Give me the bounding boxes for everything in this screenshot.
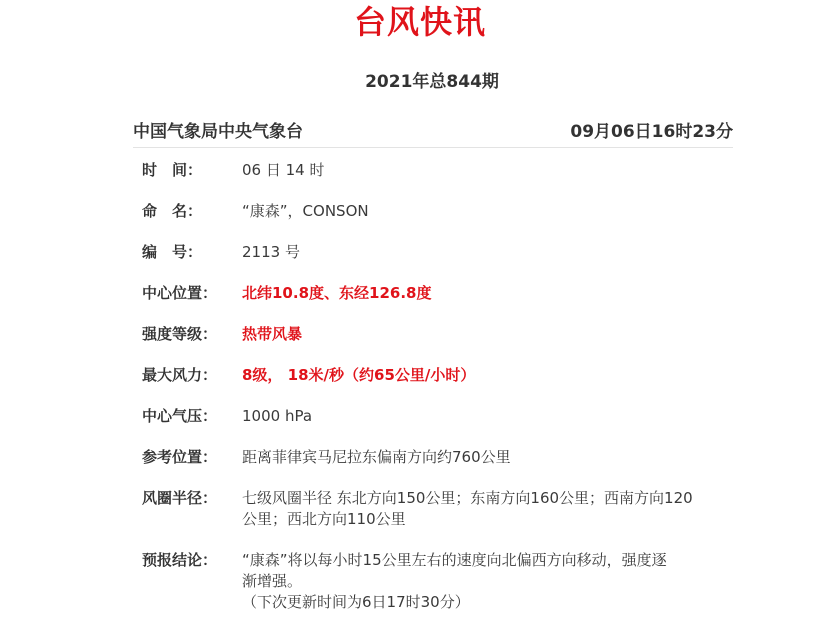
forecast-value	[242, 550, 722, 613]
forecast-value-line3: （下次更新时间为6日17时30分）	[242, 593, 470, 611]
info-row-forecast	[142, 550, 742, 613]
wind-label: 最大风力：	[142, 366, 218, 384]
radius-value-line2: 公里；西北方向110公里	[242, 510, 406, 528]
radius-value-line1: 七级风圈半径 东北方向150公里；东南方向160公里；西南方向120	[242, 489, 693, 507]
intensity-label: 强度等级：	[142, 325, 218, 343]
info-row-wind	[142, 365, 742, 386]
radius-label: 风圈半径：	[142, 489, 218, 507]
wind-value: 8级， 18米/秒（约65公里/小时）	[242, 366, 476, 384]
name-label: 命 名：	[142, 202, 203, 220]
info-row-center	[142, 283, 742, 304]
pressure-label: 中心气压：	[142, 407, 218, 425]
page-title: 台风快讯	[353, 3, 486, 41]
header-row	[133, 115, 733, 148]
info-row-radius	[142, 488, 742, 530]
issue-datetime: 09月06日16时23分	[570, 121, 733, 142]
center-value: 北纬10.8度、东经126.8度	[242, 284, 432, 302]
pressure-value: 1000 hPa	[242, 407, 313, 425]
forecast-value-line1: “康森”将以每小时15公里左右的速度向北偏西方向移动，强度逐	[242, 551, 667, 569]
info-row-pressure	[142, 406, 742, 427]
info-row-time	[142, 160, 742, 181]
time-label: 时 间：	[142, 161, 203, 179]
center-label: 中心位置：	[142, 284, 218, 302]
intensity-value: 热带风暴	[242, 325, 303, 343]
info-row-intensity	[142, 324, 742, 345]
info-row-reference	[142, 447, 742, 468]
number-label: 编 号：	[142, 243, 203, 261]
info-row-number	[142, 242, 742, 263]
agency-name: 中国气象局中央气象台	[133, 121, 303, 142]
number-value: 2113 号	[242, 243, 300, 261]
forecast-label: 预报结论：	[142, 551, 218, 569]
radius-value	[242, 488, 722, 530]
name-value: “康森”，CONSON	[242, 202, 369, 220]
info-row-name	[142, 201, 742, 222]
time-value: 06 日 14 时	[242, 161, 325, 179]
forecast-value-line2: 渐增强。	[242, 572, 303, 590]
reference-value: 距离菲律宾马尼拉东偏南方向约760公里	[242, 448, 511, 466]
issue-number: 2021年总844期	[365, 72, 499, 92]
reference-label: 参考位置：	[142, 448, 218, 466]
